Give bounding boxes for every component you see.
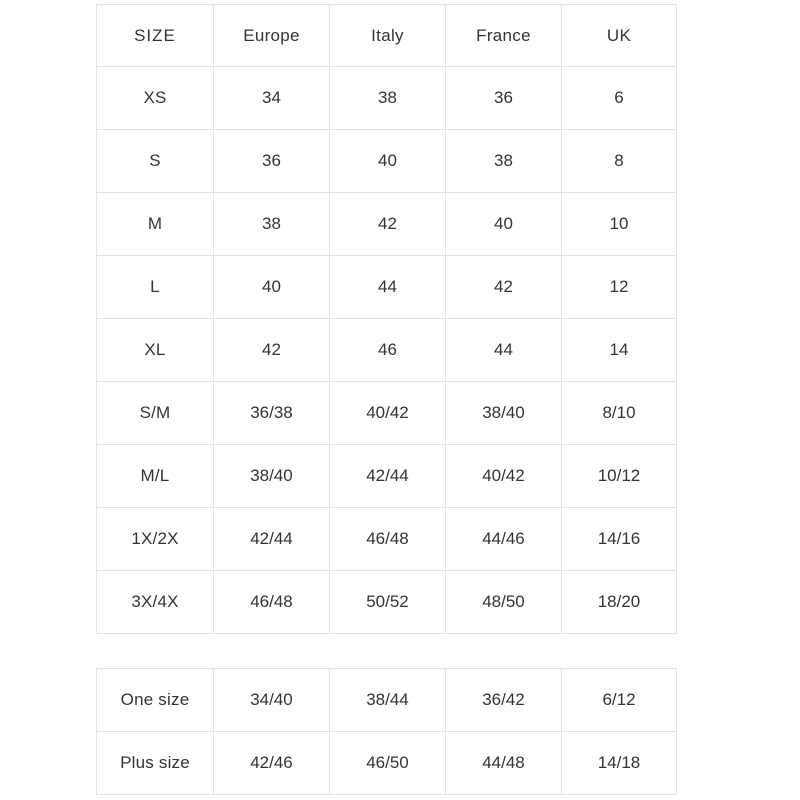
cell-europe: 36 [214,130,330,193]
cell-italy: 46 [330,319,446,382]
table-row [97,508,677,571]
cell-uk: 10/12 [562,445,677,508]
table-row [97,732,677,795]
cell-europe: 40 [214,256,330,319]
row-label: S [97,130,214,193]
cell-uk: 14 [562,319,677,382]
cell-italy: 46/50 [330,732,446,795]
cell-france: 44/46 [446,508,562,571]
cell-italy: 40 [330,130,446,193]
cell-france: 36 [446,67,562,130]
table-row [97,193,677,256]
cell-france: 44/48 [446,732,562,795]
cell-uk: 6/12 [562,669,677,732]
table-row [97,319,677,382]
row-label: 3X/4X [97,571,214,634]
cell-italy: 38/44 [330,669,446,732]
cell-europe: 38 [214,193,330,256]
row-label: M [97,193,214,256]
row-label: XS [97,67,214,130]
table-row [97,256,677,319]
row-label: One size [97,669,214,732]
main-size-table [96,4,677,634]
cell-europe: 34 [214,67,330,130]
cell-italy: 50/52 [330,571,446,634]
cell-italy: 42/44 [330,445,446,508]
cell-uk: 14/18 [562,732,677,795]
row-label: L [97,256,214,319]
cell-uk: 18/20 [562,571,677,634]
cell-france: 40 [446,193,562,256]
cell-uk: 8 [562,130,677,193]
cell-uk: 12 [562,256,677,319]
cell-europe: 42/46 [214,732,330,795]
cell-europe: 42/44 [214,508,330,571]
cell-europe: 46/48 [214,571,330,634]
table-row [97,571,677,634]
cell-uk: 8/10 [562,382,677,445]
column-header-uk: UK [562,5,677,67]
cell-france: 38 [446,130,562,193]
cell-france: 36/42 [446,669,562,732]
table-row [97,445,677,508]
column-header-france: France [446,5,562,67]
cell-france: 38/40 [446,382,562,445]
column-header-europe: Europe [214,5,330,67]
cell-europe: 36/38 [214,382,330,445]
table-row [97,382,677,445]
cell-europe: 38/40 [214,445,330,508]
cell-france: 44 [446,319,562,382]
cell-uk: 10 [562,193,677,256]
cell-italy: 40/42 [330,382,446,445]
table-row [97,130,677,193]
row-label: Plus size [97,732,214,795]
row-label: M/L [97,445,214,508]
table-row [97,67,677,130]
cell-italy: 42 [330,193,446,256]
cell-europe: 42 [214,319,330,382]
table-header-row [97,5,677,67]
main-size-table-container [96,4,676,634]
row-label: 1X/2X [97,508,214,571]
row-label: XL [97,319,214,382]
table-row [97,669,677,732]
secondary-size-table [96,668,677,795]
cell-france: 40/42 [446,445,562,508]
cell-italy: 44 [330,256,446,319]
column-header-size: SIZE [97,5,214,67]
cell-europe: 34/40 [214,669,330,732]
cell-italy: 46/48 [330,508,446,571]
secondary-size-table-container [96,668,676,795]
cell-uk: 6 [562,67,677,130]
cell-france: 48/50 [446,571,562,634]
cell-uk: 14/16 [562,508,677,571]
cell-italy: 38 [330,67,446,130]
column-header-italy: Italy [330,5,446,67]
row-label: S/M [97,382,214,445]
cell-france: 42 [446,256,562,319]
